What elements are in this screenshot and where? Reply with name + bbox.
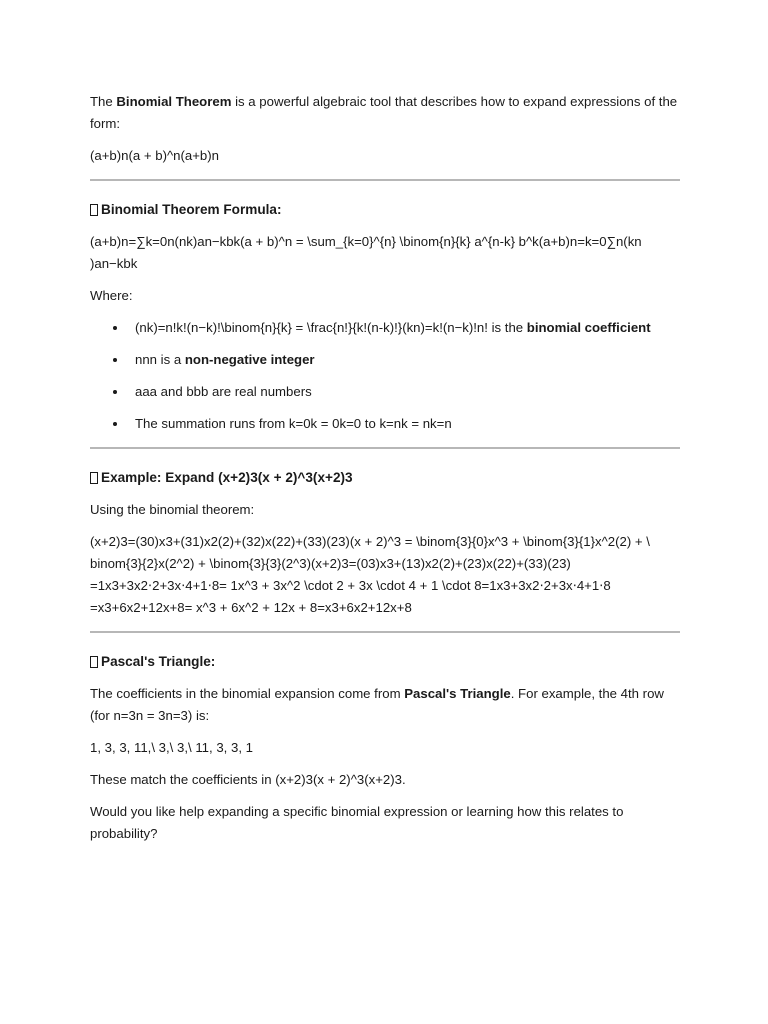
divider — [90, 631, 680, 633]
list-item: nnn is a non-negative integer — [90, 349, 680, 371]
example-expansion: (x+2)3=(30)x3+(31)x2(2)+(32)x(22)+(33)(23)(x + 2)^3 = \binom{3}{0}x^3 + \binom{3}{1}x^2(2) + \ binom{3}{2}x(2^2) + \binom{3}{3}(2^3)(x+2)3=(03)x3+(13)x2(2)+(23)x(22)+(33)(23) =1x3+3x2⋅2+3x⋅4+1⋅8= 1x^3 + 3x^2 \cdot 2 + 3x \cdot 4 + 1 \cdot 8=1x3+3x2⋅2+3x⋅4+1⋅8 =x3+6x2+12x+8= x^3 + 6x^2 + 12x + 8=x3+6x2+12x+8 — [90, 534, 650, 615]
example-intro: Using the binomial theorem: — [90, 502, 255, 517]
intro-expression: (a+b)n(a + b)^n(a+b)n — [90, 148, 219, 163]
closing-question: Would you like help expanding a specific binomial expression or learning how this relates to probability? — [90, 804, 624, 841]
intro-paragraph: The Binomial Theorem is a powerful algebraic tool that describes how to expand expressions of the form: — [90, 94, 678, 131]
bullet-icon — [113, 422, 117, 426]
list-item: aaa and bbb are real numbers — [90, 381, 680, 403]
list-item: The summation runs from k=0k = 0k=0 to k=nk = nk=n — [90, 413, 680, 435]
bullet-icon — [113, 358, 117, 362]
where-label: Where: — [90, 288, 133, 303]
missing-glyph-icon — [90, 472, 98, 484]
document-body — [90, 91, 680, 855]
formula-heading: Binomial Theorem Formula: — [90, 199, 680, 221]
intro-bold-term: Binomial Theorem — [116, 94, 232, 109]
pascal-row: 1, 3, 3, 11,\ 3,\ 3,\ 11, 3, 3, 1 — [90, 740, 253, 755]
divider — [90, 179, 680, 181]
divider — [90, 447, 680, 449]
example-heading: Example: Expand (x+2)3(x + 2)^3(x+2)3 — [90, 467, 680, 489]
pascal-match: These match the coefficients in (x+2)3(x + 2)^3(x+2)3. — [90, 772, 406, 787]
bullet-icon — [113, 326, 117, 330]
pascal-heading: Pascal's Triangle: — [90, 651, 680, 673]
missing-glyph-icon — [90, 656, 98, 668]
formula-text: (a+b)n=∑k=0n(nk)an−kbk(a + b)^n = \sum_{k=0}^{n} \binom{n}{k} a^{n-k} b^k(a+b)n=k=0∑n(kn )an−kbk — [90, 234, 642, 271]
bullet-icon — [113, 390, 117, 394]
list-item: (nk)=n!k!(n−k)!\binom{n}{k} = \frac{n!}{k!(n-k)!}(kn)=k!(n−k)!n! is the binomial coefficient — [90, 317, 680, 339]
missing-glyph-icon — [90, 204, 98, 216]
formula-bullet-list — [90, 317, 680, 435]
pascal-paragraph: The coefficients in the binomial expansion come from Pascal's Triangle. For example, the 4th row (for n=3n = 3n=3) is: — [90, 686, 664, 723]
